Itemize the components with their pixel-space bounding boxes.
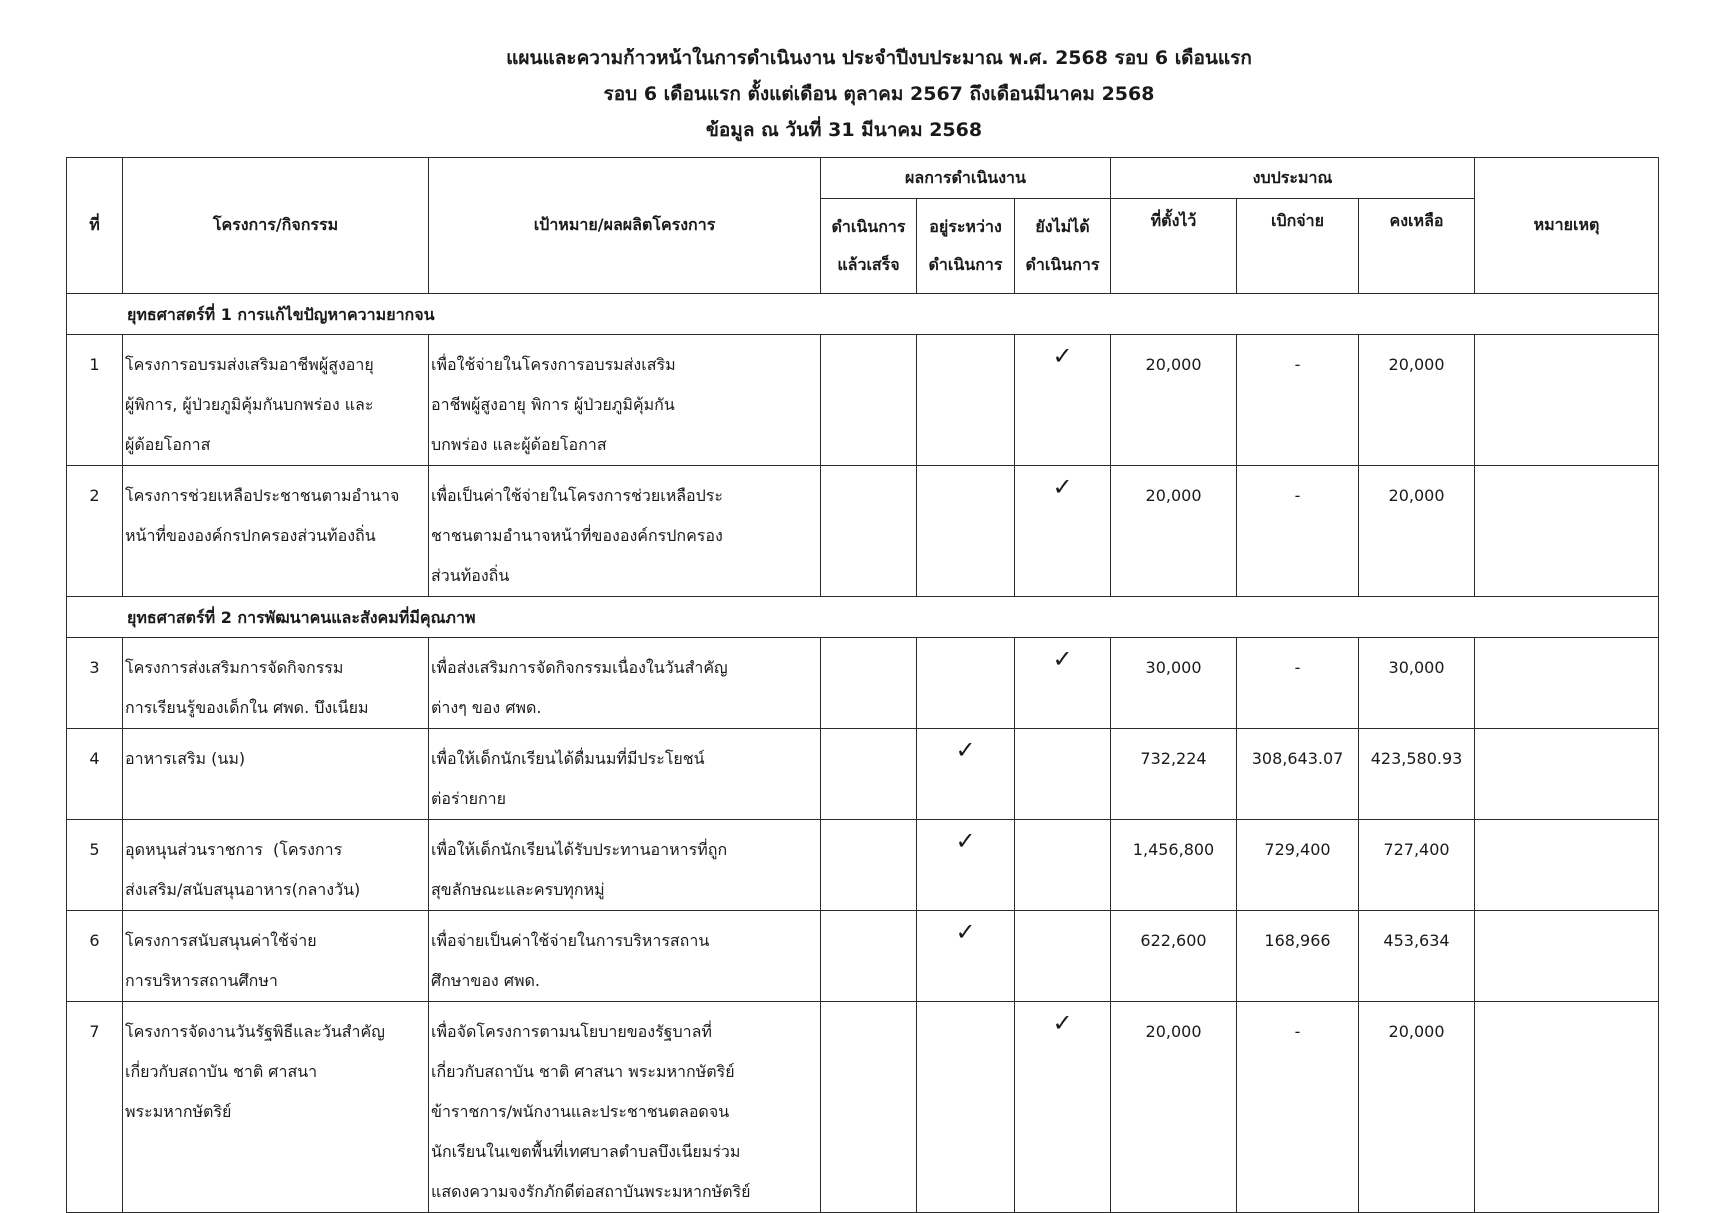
check-mark-icon: ✓ — [1052, 645, 1073, 673]
row-number: 3 — [67, 638, 123, 729]
status-done-cell — [821, 729, 917, 820]
remarks-cell — [1475, 820, 1659, 911]
report-period: รอบ 6 เดือนแรก ตั้งแต่เดือน ตุลาคม 2567 ถึงเดือนมีนาคม 2568 — [603, 83, 1155, 105]
budget-remaining: 30,000 — [1359, 638, 1475, 729]
project-name: โครงการสนับสนุนค่าใช้จ่าย การบริหารสถานศึกษา — [123, 911, 429, 1002]
project-name: โครงการช่วยเหลือประชาชนตามอำนาจ หน้าที่ขององค์กรปกครองส่วนท้องถิ่น — [123, 466, 429, 597]
budget-disbursed: 308,643.07 — [1237, 729, 1359, 820]
strategy-title: ยุทธศาสตร์ที่ 2 การพัฒนาคนและสังคมที่มีคุณภาพ — [67, 597, 1659, 638]
budget-allocated: 732,224 — [1111, 729, 1237, 820]
budget-allocated: 20,000 — [1111, 466, 1237, 597]
status-in-progress-cell — [917, 729, 1015, 820]
remarks-cell — [1475, 911, 1659, 1002]
status-done-cell — [821, 911, 917, 1002]
status-in-progress-cell — [917, 466, 1015, 597]
table-row — [67, 729, 1659, 820]
col-header-allocated: ที่ตั้งไว้ — [1111, 199, 1237, 294]
budget-remaining: 423,580.93 — [1359, 729, 1475, 820]
status-in-progress-cell — [917, 820, 1015, 911]
budget-remaining: 20,000 — [1359, 1002, 1475, 1213]
project-name: โครงการส่งเสริมการจัดกิจกรรม การเรียนรู้ของเด็กใน ศพด. บึงเนียม — [123, 638, 429, 729]
status-not-started-cell — [1015, 820, 1111, 911]
status-in-progress-cell — [917, 335, 1015, 466]
report-title: แผนและความก้าวหน้าในการดำเนินงาน ประจำปีงบประมาณ พ.ศ. 2568 รอบ 6 เดือนแรก — [506, 47, 1252, 69]
status-not-started-cell — [1015, 729, 1111, 820]
budget-disbursed: - — [1237, 638, 1359, 729]
remarks-cell — [1475, 1002, 1659, 1213]
col-header-results: ผลการดำเนินงาน — [821, 158, 1111, 199]
status-in-progress-cell — [917, 638, 1015, 729]
budget-disbursed: - — [1237, 335, 1359, 466]
status-done-cell — [821, 1002, 917, 1213]
col-header-budget: งบประมาณ — [1111, 158, 1475, 199]
remarks-cell — [1475, 729, 1659, 820]
col-header-done: ดำเนินการ แล้วเสร็จ — [821, 199, 917, 294]
row-number: 7 — [67, 1002, 123, 1213]
table-body — [67, 294, 1659, 1213]
status-done-cell — [821, 820, 917, 911]
table-row — [67, 911, 1659, 1002]
row-number: 4 — [67, 729, 123, 820]
project-name: โครงการอบรมส่งเสริมอาชีพผู้สูงอายุ ผู้พิการ, ผู้ป่วยภูมิคุ้มกันบกพร่อง และ ผู้ด้อยโอกาส — [123, 335, 429, 466]
row-number: 6 — [67, 911, 123, 1002]
status-in-progress-cell — [917, 1002, 1015, 1213]
report-data-date: ข้อมูล ณ วันที่ 31 มีนาคม 2568 — [705, 119, 983, 141]
col-header-project: โครงการ/กิจกรรม — [123, 158, 429, 294]
row-number: 5 — [67, 820, 123, 911]
status-not-started-cell — [1015, 911, 1111, 1002]
status-done-cell — [821, 466, 917, 597]
table-row — [67, 638, 1659, 729]
budget-disbursed: - — [1237, 466, 1359, 597]
check-mark-icon: ✓ — [1052, 473, 1073, 501]
budget-allocated: 20,000 — [1111, 1002, 1237, 1213]
budget-disbursed: - — [1237, 1002, 1359, 1213]
table-row — [67, 820, 1659, 911]
remarks-cell — [1475, 335, 1659, 466]
budget-disbursed: 168,966 — [1237, 911, 1359, 1002]
table-row — [67, 466, 1659, 597]
remarks-cell — [1475, 638, 1659, 729]
status-done-cell — [821, 638, 917, 729]
status-in-progress-cell — [917, 911, 1015, 1002]
check-mark-icon: ✓ — [1052, 1009, 1073, 1037]
col-header-not-started: ยังไม่ได้ ดำเนินการ — [1015, 199, 1111, 294]
row-number: 2 — [67, 466, 123, 597]
project-goal: เพื่อส่งเสริมการจัดกิจกรรมเนื่องในวันสำคัญ ต่างๆ ของ ศพด. — [429, 638, 821, 729]
project-name: โครงการจัดงานวันรัฐพิธีและวันสำคัญ เกี่ยวกับสถาบัน ชาติ ศาสนา พระมหากษัตริย์ — [123, 1002, 429, 1213]
status-not-started-cell — [1015, 466, 1111, 597]
status-not-started-cell — [1015, 638, 1111, 729]
project-name: อาหารเสริม (นม) — [123, 729, 429, 820]
row-number: 1 — [67, 335, 123, 466]
project-goal: เพื่อให้เด็กนักเรียนได้รับประทานอาหารที่ถูก สุขลักษณะและครบทุกหมู่ — [429, 820, 821, 911]
col-header-remarks: หมายเหตุ — [1475, 158, 1659, 294]
strategy-section-row — [67, 294, 1659, 335]
project-goal: เพื่อจ่ายเป็นค่าใช้จ่ายในการบริหารสถาน ศึกษาของ ศพด. — [429, 911, 821, 1002]
table-row — [67, 1002, 1659, 1213]
budget-allocated: 30,000 — [1111, 638, 1237, 729]
report-title-block — [0, 40, 1718, 148]
budget-allocated: 622,600 — [1111, 911, 1237, 1002]
col-header-disbursed: เบิกจ่าย — [1237, 199, 1359, 294]
col-header-in-progress: อยู่ระหว่าง ดำเนินการ — [917, 199, 1015, 294]
project-goal: เพื่อจัดโครงการตามนโยบายของรัฐบาลที่ เกี่ยวกับสถาบัน ชาติ ศาสนา พระมหากษัตริย์ ข้าราชการ/พนักงานและประชาชนตลอดจน นักเรียนในเขตพื้นที่เทศบาลตำบลบึงเนียมร่วม แสดงความจงรักภักดีต่อสถาบันพระมหากษัตริย์ — [429, 1002, 821, 1213]
budget-remaining: 20,000 — [1359, 335, 1475, 466]
strategy-title: ยุทธศาสตร์ที่ 1 การแก้ไขปัญหาความยากจน — [67, 294, 1659, 335]
project-goal: เพื่อใช้จ่ายในโครงการอบรมส่งเสริม อาชีพผู้สูงอายุ พิการ ผู้ป่วยภูมิคุ้มกัน บกพร่อง และผู้ด้อยโอกาส — [429, 335, 821, 466]
strategy-section-row — [67, 597, 1659, 638]
budget-disbursed: 729,400 — [1237, 820, 1359, 911]
status-not-started-cell — [1015, 1002, 1111, 1213]
check-mark-icon: ✓ — [955, 736, 976, 764]
status-not-started-cell — [1015, 335, 1111, 466]
col-header-remaining: คงเหลือ — [1359, 199, 1475, 294]
table-row — [67, 335, 1659, 466]
budget-allocated: 1,456,800 — [1111, 820, 1237, 911]
col-header-no: ที่ — [67, 158, 123, 294]
project-goal: เพื่อเป็นค่าใช้จ่ายในโครงการช่วยเหลือประ ชาชนตามอำนาจหน้าที่ขององค์กรปกครอง ส่วนท้องถิ่น — [429, 466, 821, 597]
project-name: อุดหนุนส่วนราชการ (โครงการ ส่งเสริม/สนับสนุนอาหาร(กลางวัน) — [123, 820, 429, 911]
col-header-goal: เป้าหมาย/ผลผลิตโครงการ — [429, 158, 821, 294]
budget-allocated: 20,000 — [1111, 335, 1237, 466]
budget-remaining: 727,400 — [1359, 820, 1475, 911]
check-mark-icon: ✓ — [955, 918, 976, 946]
progress-table — [66, 157, 1659, 1213]
budget-remaining: 453,634 — [1359, 911, 1475, 1002]
budget-remaining: 20,000 — [1359, 466, 1475, 597]
status-done-cell — [821, 335, 917, 466]
remarks-cell — [1475, 466, 1659, 597]
check-mark-icon: ✓ — [1052, 342, 1073, 370]
project-goal: เพื่อให้เด็กนักเรียนได้ดื่มนมที่มีประโยชน์ ต่อร่ายกาย — [429, 729, 821, 820]
check-mark-icon: ✓ — [955, 827, 976, 855]
